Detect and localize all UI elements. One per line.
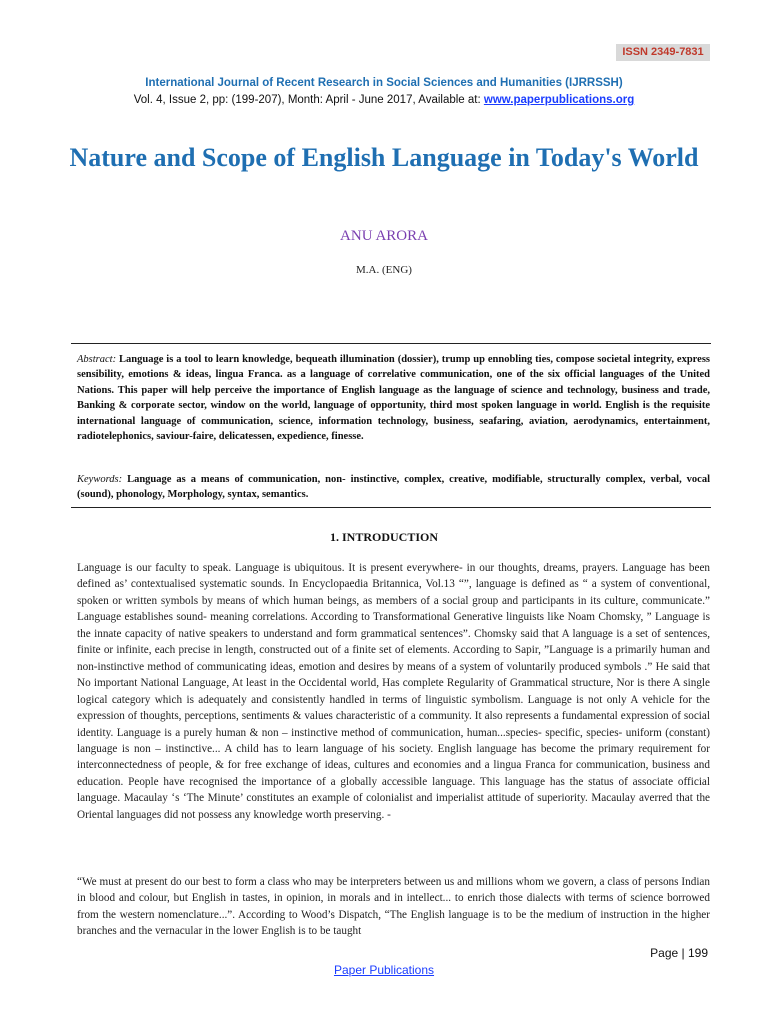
issn-badge: ISSN 2349-7831 xyxy=(616,44,710,61)
author-degree: M.A. (ENG) xyxy=(356,264,412,276)
publisher-link[interactable]: Paper Publications xyxy=(333,963,435,977)
article-title: Nature and Scope of English Language in Today's World xyxy=(69,143,699,172)
author-name: ANU ARORA xyxy=(340,228,428,244)
abstract-label: Abstract: xyxy=(77,354,117,365)
abstract-bottom-rule xyxy=(71,507,711,508)
journal-url-link[interactable]: www.paperpublications.org xyxy=(483,94,635,106)
abstract-text: Language is a tool to learn knowledge, bequeath illumination (dossier), trump up ennobling ties, compose societal integrity, express sensibility, emotions & ideas, lingua Franca. as a language of correlative communication, one of the six official languages of the United Nations. This paper will help perceive the importance of English language as the language of science and technology, business and trade, Banking & corporate sector, window on the world, language of opportunity, third most spoken language in world. English is the requisite international language of communication, science, information technology, business, seafaring, aviation, aerodynamics, entertainment, radiotelephonics, saviour-faire, delicatessen, expedience, finesse. xyxy=(77,354,710,443)
abstract xyxy=(77,352,710,444)
volume-info: Vol. 4, Issue 2, pp: (199-207), Month: April - June 2017, Available at: xyxy=(133,94,484,106)
keywords xyxy=(77,472,710,503)
journal-name: International Journal of Recent Research in Social Sciences and Humanities (IJRRSSH) xyxy=(145,77,623,89)
keywords-text: Language as a means of communication, non- instinctive, complex, creative, modifiable, structurally complex, verbal, vocal (sound), phonology, Morphology, syntax, semantics. xyxy=(77,474,710,501)
keywords-label: Keywords: xyxy=(77,474,123,485)
section-heading: 1. INTRODUCTION xyxy=(329,530,438,544)
intro-paragraph-2: “We must at present do our best to form a class who may be interpreters between us and millions whom we govern, a class of persons Indian in blood and colour, but English in tastes, in opinion, in morals and in intellect... to enrich those dialects with terms of science borrowed from the western nomenclature...”. According to Wood’s Dispatch, “The English language is to be the medium of instruction in the higher branches and the vernacular in the lower English is to be taught xyxy=(77,876,710,938)
page-number: Page | 199 xyxy=(650,946,708,960)
abstract-top-rule xyxy=(71,343,711,344)
intro-paragraph-1: Language is our faculty to speak. Language is ubiquitous. It is present everywhere- in our thoughts, dreams, prayers. Language has been defined as’ contextualised systematic sounds. In Encyclopaedia Britannica, Vol.13 “”, language is defined as “ a system of conventional, spoken or written symbols by means of which human beings, as members of a social group and participants in its culture, communicate.” Language establishes sound- meaning correlations. According to Transformational Generative linguists like Noam Chomsky, ” Language is the innate capacity of native speakers to understand and form grammatical sentences”. Chomsky said that A language is a set of sentences, finite or infinite, each precise in length, constructed out of a finite set of elements. According to Sapir, ”Language is a primarily human and non-instinctive method of communicating ideas, emotion and desires by means of a system of voluntarily produced symbols .” He said that No important National Language, At least in the Occidental world, Has complete Regularity of Grammatical structure, Nor is there A single logical category which is adequately and consistently handled in terms of linguistic symbolism. Language is not only A vehicle for the expression of thoughts, perceptions, sentiments & values characteristic of a community. It also represents a fundamental expression of social identity. Language is a purely human & non – instinctive method of communication, human...species- specific, species- uniform (constant) language is non – instinctive... A child has to learn language of his society. English language has become the primary requirement for interconnectedness of people, & for free exchange of ideas, cultures and economies and a lingua Franca for communication, business and education. People have recognised the importance of a globally accessible language. This language has the status of associate official language. Macaulay ‘s ‘The Minute’ constitutes an example of colonialist and imperialist attitude of superiority. Macaulay averred that the Oriental languages did not possess any knowledge worth preserving. - xyxy=(77,562,710,821)
volume-line xyxy=(0,94,768,106)
